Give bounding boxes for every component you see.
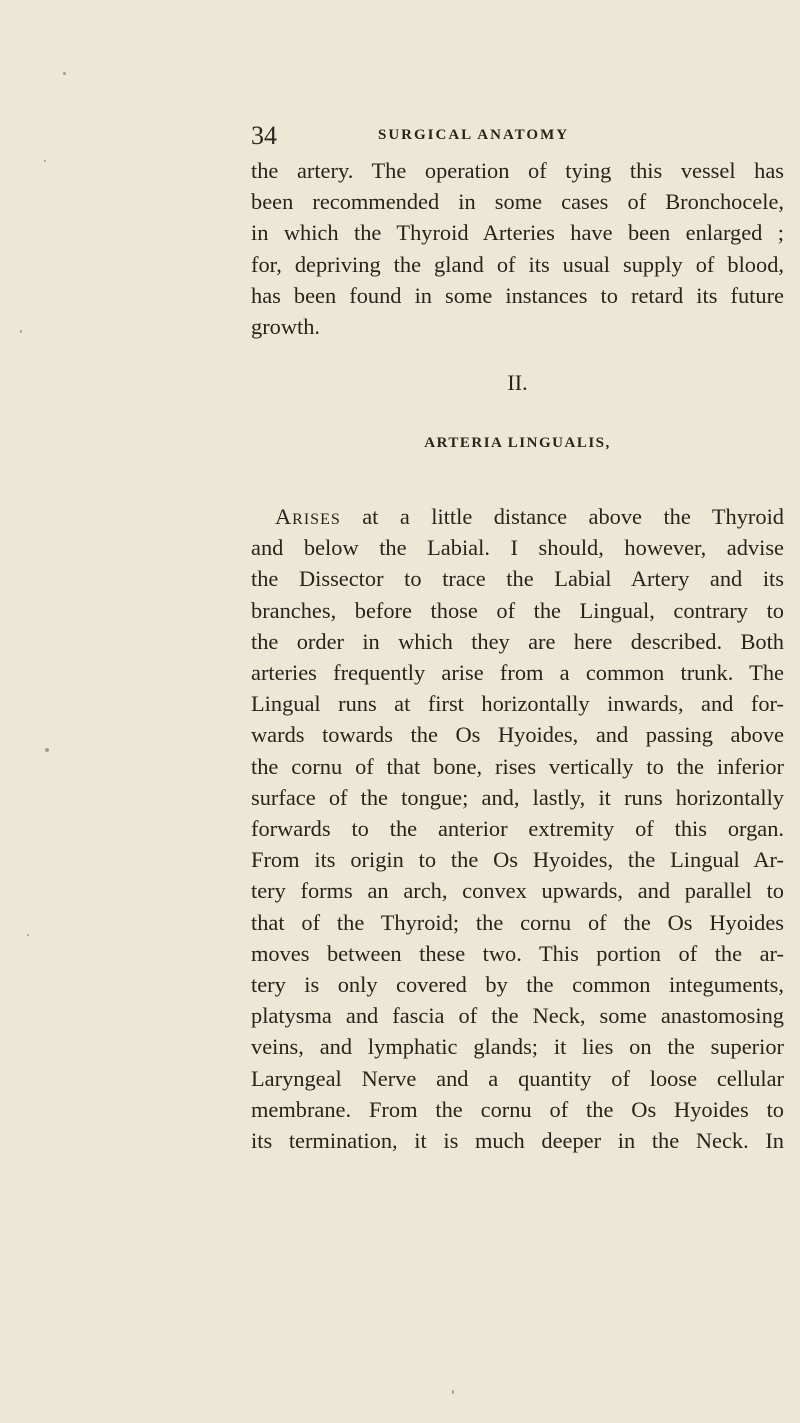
text-line: surface of the tongue; and, lastly, it runs horizontally — [251, 784, 784, 810]
section-title: ARTERIA LINGUALIS, — [424, 435, 611, 451]
text-line-first — [251, 501, 784, 532]
text-line: the cornu of that bone, rises vertically to the inferior — [251, 753, 784, 779]
text-line: the order in which they are here described. Both — [251, 628, 784, 654]
text-line: the artery. The operation of tying this vessel has — [251, 158, 784, 183]
section-number: II. — [507, 370, 528, 395]
text-line: the Dissector to trace the Labial Artery and its — [251, 566, 784, 592]
text-line: Lingual runs at first horizontally inwards, and for- — [251, 691, 784, 717]
text-line: forwards to the anterior extremity of this organ. — [251, 816, 784, 842]
text-line: has been found in some instances to retard its future — [251, 282, 784, 308]
page-number: 34 — [251, 121, 277, 150]
text-line: been recommended in some cases of Bronchocele, — [251, 189, 784, 215]
page-header — [251, 121, 731, 151]
text-line: wards towards the Os Hyoides, and passing above — [251, 722, 784, 748]
text-line: Laryngeal Nerve and a quantity of loose cellular — [251, 1065, 784, 1091]
text-line: moves between these two. This portion of the ar- — [251, 940, 784, 966]
text-line: and below the Labial. I should, however, advise — [251, 535, 784, 561]
text-line: veins, and lymphatic glands; it lies on the superior — [251, 1034, 784, 1060]
drop-word: Arises — [275, 504, 341, 529]
text-line: platysma and fascia of the Neck, some anastomosing — [251, 1003, 784, 1029]
text-line: arteries frequently arise from a common trunk. The — [251, 660, 784, 686]
text-line: From its origin to the Os Hyoides, the Lingual Ar- — [251, 847, 784, 873]
running-head: SURGICAL ANATOMY — [378, 127, 570, 143]
text-line: tery is only covered by the common integuments, — [251, 972, 784, 998]
text-line: branches, before those of the Lingual, contrary to — [251, 597, 784, 623]
text-line: for, depriving the gland of its usual supply of blood, — [251, 251, 784, 277]
text-line: that of the Thyroid; the cornu of the Os Hyoides — [251, 909, 784, 935]
paragraph-lingual-artery — [251, 501, 784, 1156]
paragraph-continued — [251, 155, 784, 342]
text-line: tery forms an arch, convex upwards, and parallel to — [251, 878, 784, 904]
first-line-rest: at a little distance above the Thyroid — [340, 504, 784, 529]
text-line: in which the Thyroid Arteries have been enlarged ; — [251, 220, 784, 246]
text-line: membrane. From the cornu of the Os Hyoides to — [251, 1096, 784, 1122]
text-line: growth. — [251, 314, 321, 340]
text-line: its termination, it is much deeper in the Neck. In — [251, 1128, 784, 1154]
